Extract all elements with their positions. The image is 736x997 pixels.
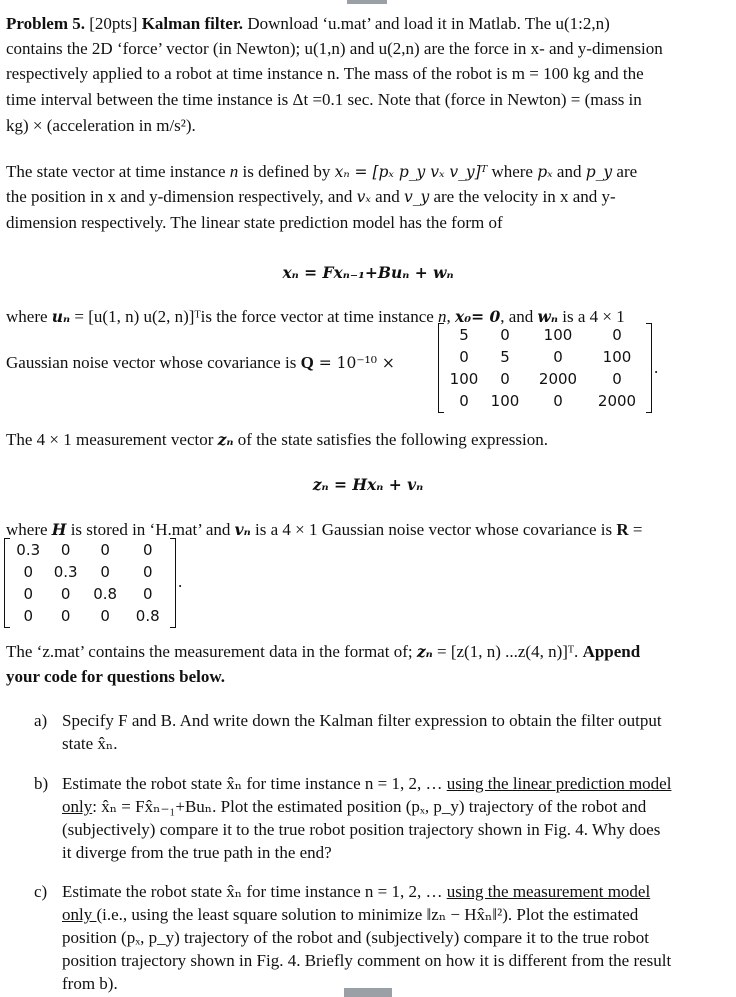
matrix-cell: 100 — [490, 392, 520, 410]
matrix-cell: 0 — [100, 607, 110, 625]
matrix-row — [446, 368, 646, 390]
meas-text: The 4 × 1 measurement vector — [6, 430, 218, 449]
underlined-text: using the linear prediction model — [446, 774, 672, 793]
matrix-row — [10, 539, 170, 561]
Q-matrix-table — [446, 324, 646, 412]
state-text: The state vector at time instance — [6, 162, 230, 181]
question-text: : x̂ₙ = Fx̂ₙ₋₁+Buₙ. Plot the estimated position (pₓ, p_y) trajectory of the robot and — [92, 797, 647, 816]
wn-var: wₙ — [537, 307, 558, 326]
h-text: = — [628, 520, 643, 539]
matrix-cell: 0 — [500, 370, 510, 388]
px-var: pₓ — [537, 163, 553, 181]
H-var: H — [51, 520, 67, 539]
header-text-4: time interval between the time instance is Δt =0.1 sec. Note that (force in Newton) = (mass in — [6, 90, 642, 109]
matrix-cell: 0.3 — [53, 563, 78, 581]
question-line: position trajectory shown in Fig. 4. Briefly comment on how it is different from the result — [62, 951, 672, 970]
zn-var: zₙ — [416, 642, 433, 661]
matrix-cell: 0 — [100, 541, 110, 559]
matrix-row — [10, 561, 170, 583]
z-para-line1 — [6, 640, 640, 663]
matrix-cell: 0 — [23, 607, 33, 625]
vn-var: vₙ — [234, 520, 251, 539]
matrix-cell: 0 — [612, 326, 622, 344]
h-text: where — [6, 520, 52, 539]
matrix-cell: 2000 — [597, 392, 637, 410]
R-period: . — [178, 572, 183, 591]
matrix-cell: 0 — [142, 541, 153, 559]
matrix-cell: 0 — [459, 348, 469, 366]
append-instructions: your code for questions below. — [6, 667, 225, 686]
matrix-cell: 0 — [142, 563, 153, 581]
question-body — [62, 772, 736, 864]
question-line — [62, 880, 736, 903]
header-text-3: respectively applied to a robot at time instance n. The mass of the robot is m = 100 kg and the — [6, 64, 644, 83]
prediction-equation — [0, 261, 736, 284]
state-text: the position in x and y-dimension respectively, and — [6, 187, 357, 206]
meas-text: of the state satisfies the following expression. — [233, 430, 548, 449]
matrix-cell: 2000 — [538, 370, 578, 388]
zn-var: zₙ — [217, 430, 234, 449]
question-label: b) — [34, 774, 49, 793]
un-var: uₙ — [51, 307, 71, 326]
right-bracket — [646, 323, 652, 413]
equation-text: zₙ = Hxₙ + vₙ — [312, 475, 424, 494]
matrix-cell: 0.8 — [93, 585, 118, 603]
R-matrix-table — [10, 539, 170, 627]
x0-var: x₀= 0 — [455, 307, 501, 326]
matrix-row — [446, 346, 646, 368]
question-text: Estimate the robot state x̂ₙ for time instance n = 1, 2, … — [62, 774, 447, 793]
header-text-1: Download ‘u.mat’ and load it in Matlab. The u(1:2,n) — [247, 14, 610, 33]
matrix-cell: 100 — [602, 348, 632, 366]
matrix-cell: 0 — [553, 348, 563, 366]
matrix-cell: 0.3 — [16, 541, 41, 559]
z-text: = [z(1, n) ...z(4, n)]ᵀ. — [432, 642, 583, 661]
problem-topic: Kalman filter. — [141, 14, 244, 33]
matrix-cell: 0 — [60, 607, 71, 625]
h-text: is a 4 × 1 Gaussian noise vector whose covariance is — [250, 520, 617, 539]
state-text: and — [552, 162, 586, 181]
matrix-cell: 0 — [553, 392, 563, 410]
Q-scale: = 10⁻¹⁰ × — [313, 354, 395, 372]
state-text: are the velocity in x and y- — [429, 187, 616, 206]
measurement-equation — [0, 473, 736, 496]
vy-var: v_y — [403, 188, 430, 206]
problem-points: [20pts] — [89, 14, 138, 33]
R-var: R — [616, 520, 629, 539]
z-text: The ‘z.mat’ contains the measurement data in the format of; — [6, 642, 417, 661]
z-para-line2 — [6, 665, 225, 688]
n-var: n — [229, 162, 239, 181]
matrix-cell: 0 — [459, 392, 469, 410]
where-text: is a 4 × 1 — [558, 307, 625, 326]
right-bracket — [170, 538, 176, 628]
where-text: , — [446, 307, 456, 326]
matrix-cell: 0 — [23, 585, 33, 603]
underlined-text: only — [62, 905, 97, 924]
matrix-cell: 0 — [60, 541, 71, 559]
matrix-row — [446, 390, 646, 412]
matrix-cell: 0 — [612, 370, 622, 388]
matrix-cell: 0 — [500, 326, 510, 344]
meas-para-line1 — [6, 428, 548, 451]
matrix-cell: 5 — [459, 326, 469, 344]
question-line: from b). — [62, 974, 118, 993]
state-para-line1 — [6, 160, 637, 184]
matrix-cell: 0.8 — [135, 607, 160, 625]
append-text: Append — [582, 642, 641, 661]
matrix-cell: 100 — [449, 370, 479, 388]
matrix-cell: 0 — [142, 585, 153, 603]
question-text: Estimate the robot state x̂ₙ for time instance n = 1, 2, … — [62, 882, 447, 901]
vx-var: vₓ — [356, 188, 371, 206]
top-scroll-marker — [347, 0, 387, 4]
Q-matrix — [438, 323, 652, 413]
state-text: is defined by — [238, 162, 335, 181]
R-matrix — [4, 538, 176, 628]
problem-header-line1 — [6, 12, 610, 35]
where-text: , and — [500, 307, 538, 326]
where-text: Gaussian noise vector whose covariance is — [6, 353, 301, 372]
problem-label: Problem 5. — [6, 14, 86, 33]
underlined-text: only — [62, 797, 93, 816]
question-line: position (pₓ, p_y) trajectory of the robot and (subjectively) compare it to the true robot — [62, 928, 650, 947]
question-line: it diverge from the true path in the end? — [62, 843, 332, 862]
state-text: are — [612, 162, 638, 181]
matrix-cell: 5 — [500, 348, 510, 366]
question-line — [62, 772, 736, 795]
matrix-cell: 0 — [100, 563, 110, 581]
matrix-cell: 0 — [23, 563, 33, 581]
state-vector-def: xₙ = [pₓ p_y vₓ v_y]ᵀ — [334, 163, 488, 181]
matrix-row — [10, 583, 170, 605]
Q-var: Q — [300, 353, 314, 372]
equation-text: xₙ = Fxₙ₋₁+Buₙ + wₙ — [282, 263, 454, 282]
question-body — [62, 880, 736, 995]
where-text: where — [6, 307, 52, 326]
matrix-row — [10, 605, 170, 627]
py-var: p_y — [585, 163, 613, 181]
matrix-row — [446, 324, 646, 346]
question-line: state x̂ₙ. — [62, 734, 118, 753]
question-label: c) — [34, 882, 48, 901]
underlined-text: using the measurement model — [446, 882, 651, 901]
question-line: (subjectively) compare it to the true robot position trajectory shown in Fig. 4. Why does — [62, 820, 661, 839]
h-text: is stored in ‘H.mat’ and — [66, 520, 235, 539]
left-bracket — [438, 323, 444, 413]
bottom-scroll-marker — [344, 988, 392, 997]
state-para-line2 — [6, 185, 616, 209]
state-text: where — [487, 162, 538, 181]
header-text-2: contains the 2D ‘force’ vector (in Newton); u(1,n) and u(2,n) are the force in x- and y-dimension — [6, 39, 663, 58]
matrix-cell: 100 — [543, 326, 573, 344]
question-text: (i.e., using the least square solution to minimize ‖zₙ − Hx̂ₙ‖²). Plot the estimated — [96, 905, 639, 924]
question-line — [62, 795, 736, 818]
question-body — [62, 709, 736, 755]
header-text-5: kg) × (acceleration in m/s²). — [6, 116, 196, 135]
question-line: Specify F and B. And write down the Kalman filter expression to obtain the filter output — [62, 711, 662, 730]
state-para-line3: dimension respectively. The linear state prediction model has the form of — [6, 213, 503, 232]
n-var: n — [438, 307, 447, 326]
question-label: a) — [34, 711, 48, 730]
where-para-line2 — [6, 351, 395, 375]
state-text: and — [370, 187, 404, 206]
question-line — [62, 903, 736, 926]
matrix-cell: 0 — [60, 585, 71, 603]
Q-period: . — [654, 358, 659, 377]
where-text: = [u(1, n) u(2, n)]ᵀis the force vector at time instance — [70, 307, 439, 326]
